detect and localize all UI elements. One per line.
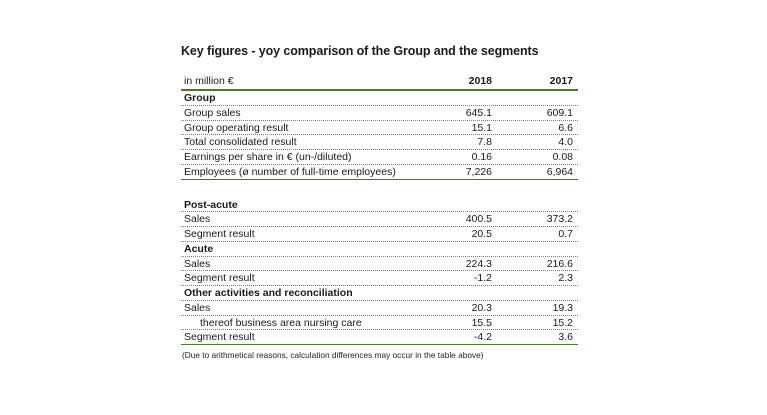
table-row-acute-sales bbox=[181, 257, 578, 272]
value-2017: 0.08 bbox=[552, 151, 573, 163]
value-2018: 224.3 bbox=[465, 257, 492, 270]
value-2017: 3.6 bbox=[558, 331, 573, 344]
row-label: Segment result bbox=[184, 272, 255, 285]
value-2018: 400.5 bbox=[465, 213, 492, 226]
row-label: Total consolidated result bbox=[184, 136, 297, 149]
section-spacer bbox=[181, 180, 578, 198]
value-2018: 20.3 bbox=[471, 301, 492, 314]
section-header-group bbox=[181, 91, 578, 106]
table-row-group-operating-result bbox=[181, 121, 578, 136]
row-label: thereof business area nursing care bbox=[200, 316, 362, 329]
section-title: Other activities and reconciliation bbox=[184, 287, 353, 299]
row-label: Segment result bbox=[184, 228, 255, 240]
value-2018: 20.5 bbox=[471, 228, 492, 240]
value-2018: 7.8 bbox=[477, 136, 492, 149]
value-2017: 0.7 bbox=[558, 228, 573, 240]
row-label: Group operating result bbox=[184, 121, 289, 134]
table-row-post-acute-segment-result bbox=[181, 227, 578, 242]
table-row-employees bbox=[181, 165, 578, 180]
row-label: Group sales bbox=[184, 106, 241, 119]
section-title: Acute bbox=[184, 242, 214, 255]
section-header-acute bbox=[181, 242, 578, 257]
value-2017: 15.2 bbox=[552, 316, 573, 329]
row-label: Sales bbox=[184, 213, 211, 226]
value-2017: 373.2 bbox=[546, 213, 573, 226]
table-row-other-segment-result bbox=[181, 330, 578, 345]
section-header-post-acute bbox=[181, 198, 578, 213]
unit-label: in million € bbox=[184, 75, 234, 87]
value-2018: 15.5 bbox=[471, 316, 492, 329]
table-row-group-sales bbox=[181, 106, 578, 121]
table-row-earnings-per-share bbox=[181, 150, 578, 165]
table-row-other-sales bbox=[181, 301, 578, 316]
footnote: (Due to arithmetical reasons, calculation differences may occur in the table above) bbox=[182, 350, 484, 360]
value-2018: 15.1 bbox=[471, 121, 492, 134]
column-header-row bbox=[181, 73, 578, 91]
table-row-post-acute-sales bbox=[181, 212, 578, 227]
value-2017: 2.3 bbox=[558, 272, 573, 285]
section-title: Post-acute bbox=[184, 198, 238, 211]
row-label: Sales bbox=[184, 257, 211, 270]
value-2017: 4.0 bbox=[558, 136, 573, 149]
value-2017: 6,964 bbox=[546, 165, 573, 178]
row-label: Sales bbox=[184, 301, 211, 314]
value-2018: -4.2 bbox=[473, 331, 492, 344]
row-label: Employees (ø number of full-time employees) bbox=[184, 165, 396, 178]
key-figures-document bbox=[181, 42, 578, 360]
table-row-total-consolidated-result bbox=[181, 135, 578, 150]
value-2017: 6.6 bbox=[558, 121, 573, 134]
row-label: Earnings per share in € (un-/diluted) bbox=[184, 151, 352, 163]
value-2018: 0.16 bbox=[471, 151, 492, 163]
value-2018: 645.1 bbox=[465, 106, 492, 119]
year-2017-header: 2017 bbox=[549, 75, 573, 87]
year-2018-header: 2018 bbox=[468, 75, 492, 87]
value-2018: 7,226 bbox=[465, 165, 492, 178]
value-2017: 609.1 bbox=[546, 106, 573, 119]
section-header-other-activities bbox=[181, 286, 578, 301]
table-row-nursing-care bbox=[181, 316, 578, 331]
table-row-acute-segment-result bbox=[181, 271, 578, 286]
value-2017: 216.6 bbox=[546, 257, 573, 270]
value-2018: -1.2 bbox=[473, 272, 492, 285]
row-label: Segment result bbox=[184, 331, 255, 344]
section-title: Group bbox=[184, 92, 216, 104]
table-title: Key figures - yoy comparison of the Group and the segments bbox=[181, 44, 539, 58]
value-2017: 19.3 bbox=[552, 301, 573, 314]
